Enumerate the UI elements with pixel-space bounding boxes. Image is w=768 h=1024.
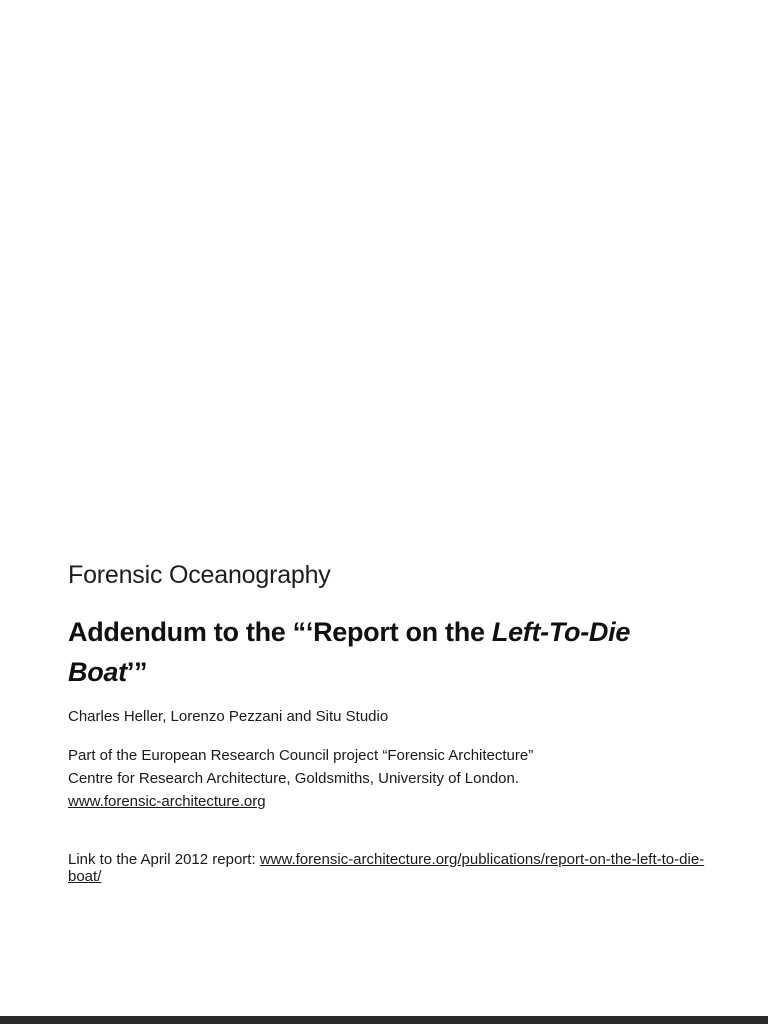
report-link[interactable]: www.forensic-architecture.org/publications/report-on-the-left-to-die-boat/ [68, 851, 705, 885]
title-italic: Left-To-Die Boat [68, 617, 631, 687]
organization-name: Forensic Oceanography [68, 561, 331, 589]
website-link[interactable]: www.forensic-architecture.org [68, 793, 266, 810]
title-part-2: ’” [126, 657, 148, 687]
document-title [68, 612, 708, 692]
bottom-bar [0, 1016, 768, 1024]
affiliation-line-1: Part of the European Research Council project “Forensic Architecture” [68, 747, 534, 764]
affiliation [68, 744, 708, 813]
title-part-1: Addendum to the “‘Report on the [68, 617, 492, 647]
authors: Charles Heller, Lorenzo Pezzani and Situ Studio [68, 708, 389, 725]
affiliation-line-2: Centre for Research Architecture, Goldsmiths, University of London. [68, 770, 520, 787]
report-link-prefix: Link to the April 2012 report: [68, 851, 260, 868]
report-link-paragraph [68, 851, 708, 885]
